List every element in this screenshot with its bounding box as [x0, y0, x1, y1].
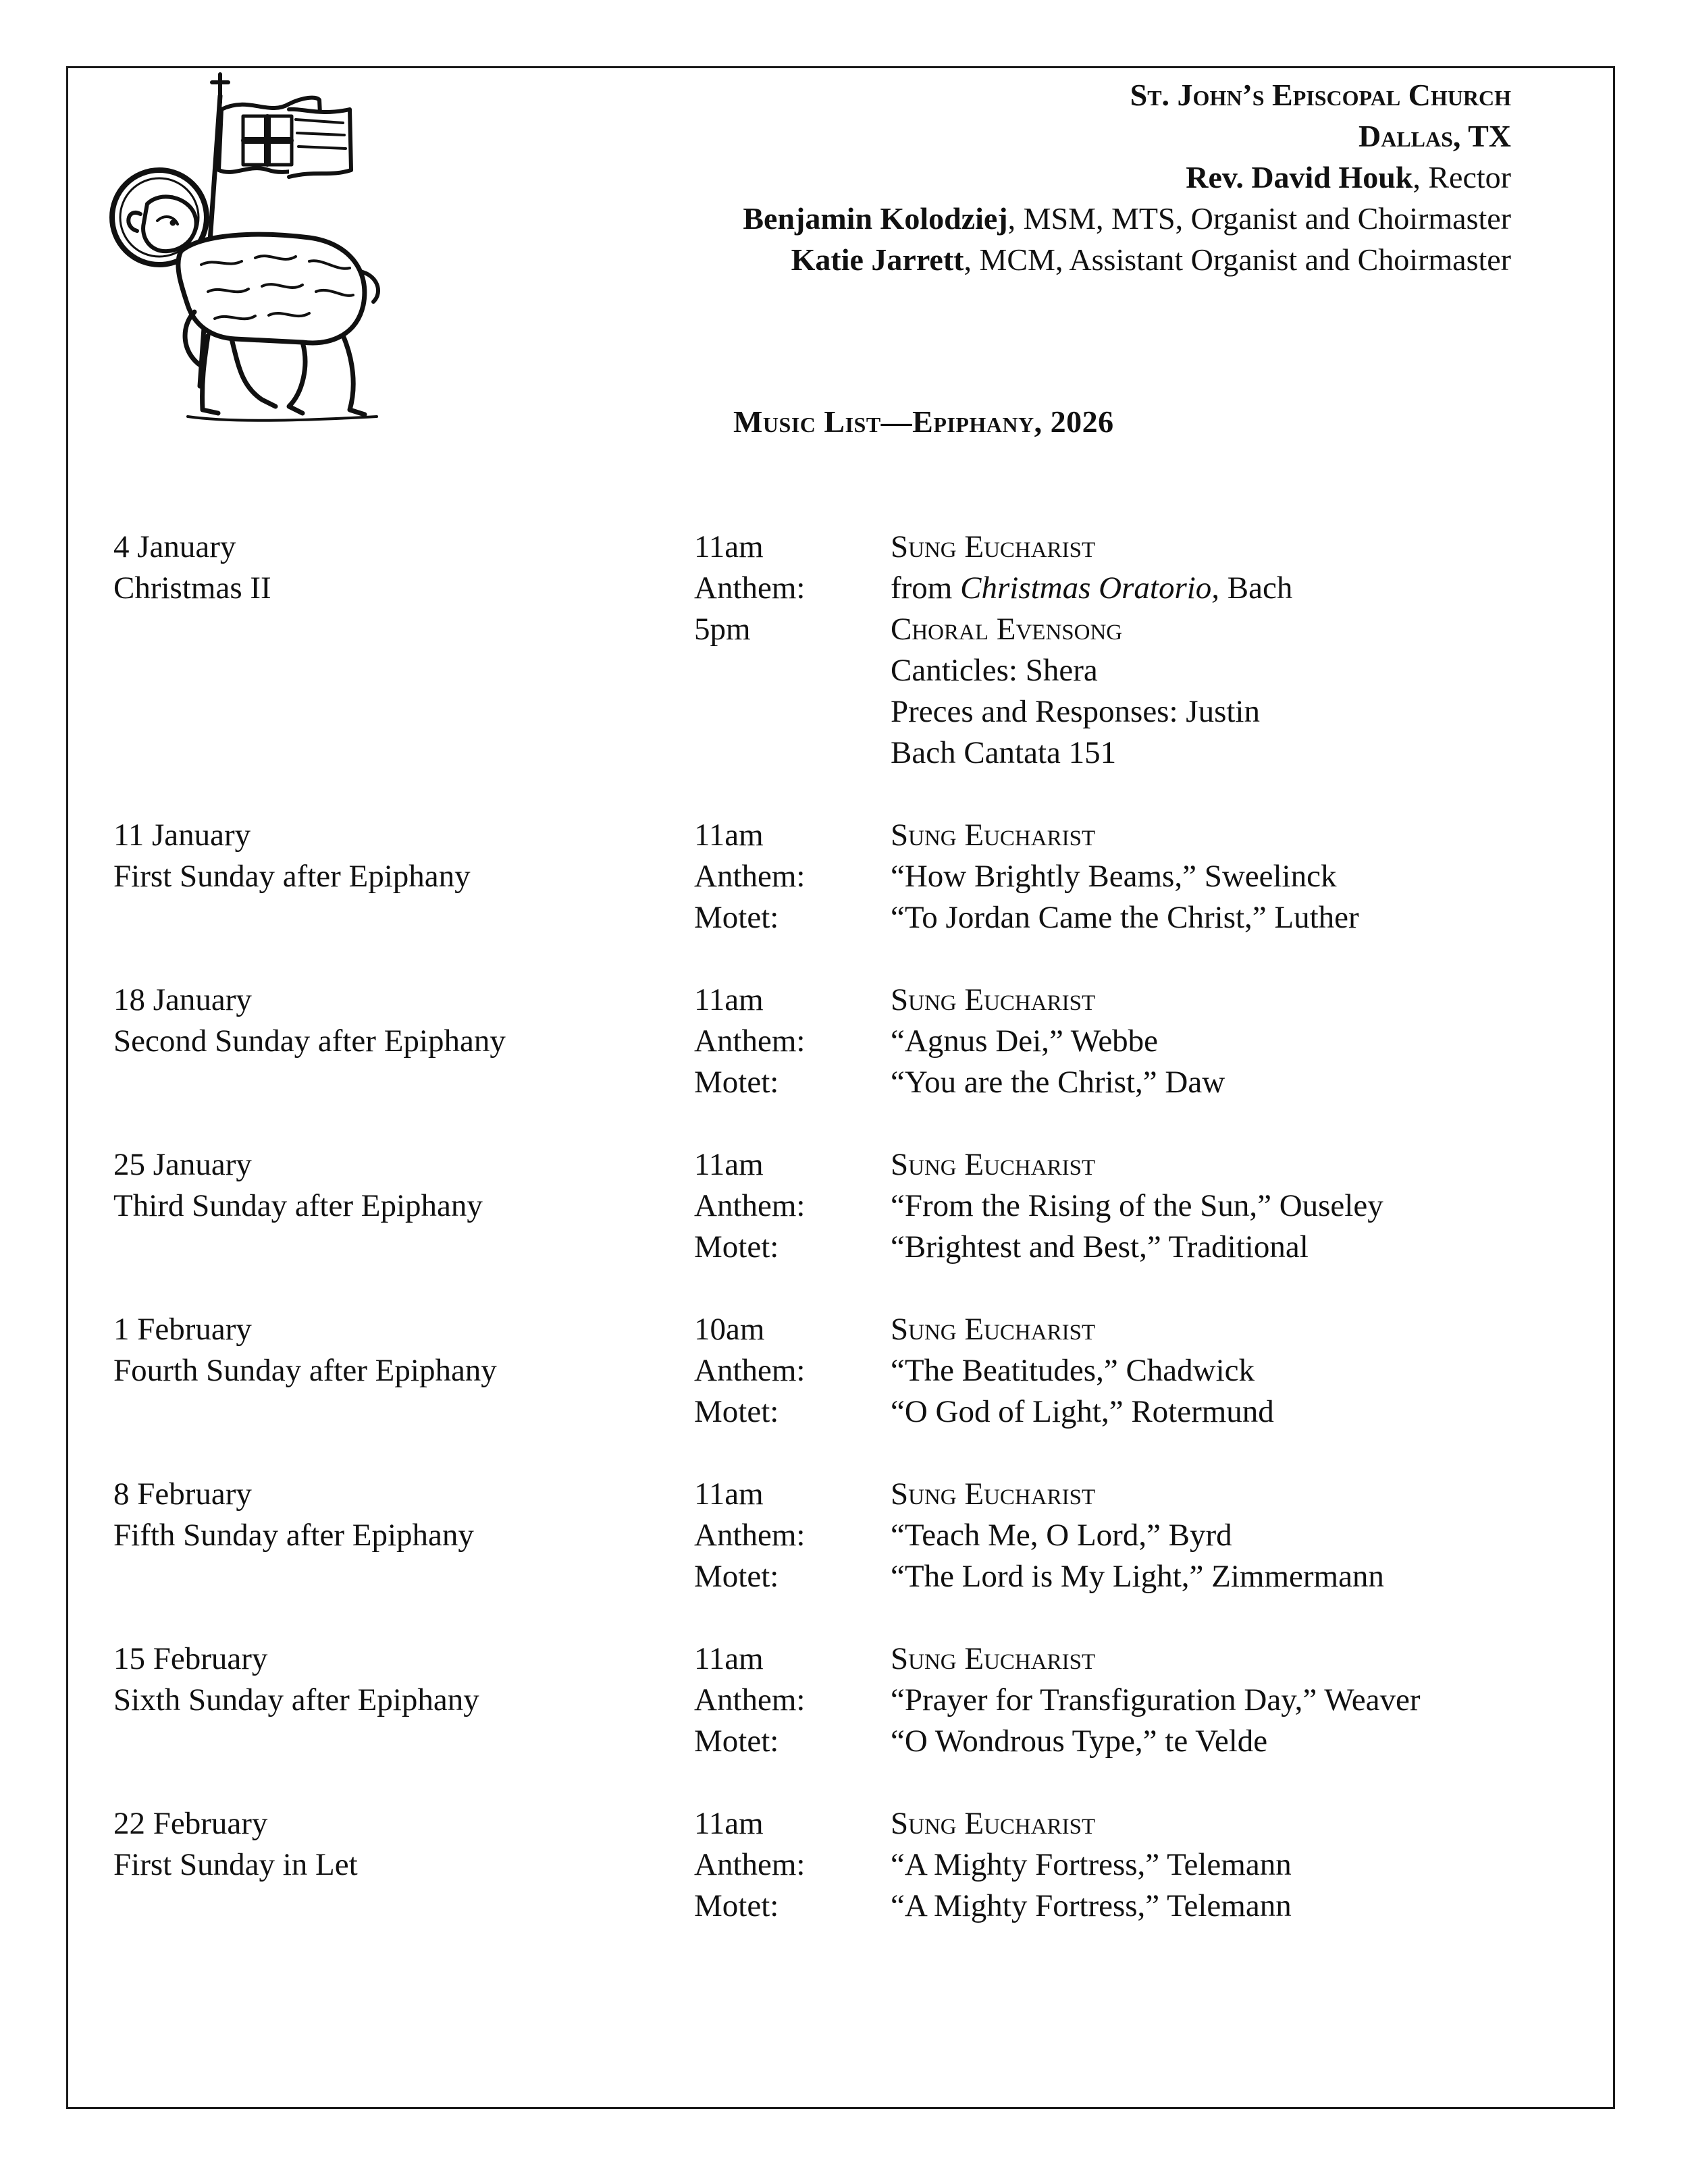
- entry-date: 18 January: [113, 982, 252, 1017]
- preces-text: Preces and Responses: Justin: [891, 694, 1260, 729]
- schedule-entry: [113, 815, 1531, 938]
- service-name: Sung Eucharist: [891, 1806, 1096, 1841]
- entry-date: 8 February: [113, 1476, 252, 1512]
- motet-title: “The Lord is My Light,” Zimmermann: [891, 1559, 1384, 1594]
- church-header: [431, 74, 1511, 280]
- motet-title: “A Mighty Fortress,” Telemann: [891, 1888, 1292, 1923]
- schedule-entry: [113, 1144, 1531, 1268]
- schedule-entry: [113, 1474, 1531, 1597]
- rector-line: [431, 157, 1511, 198]
- motet-label: Motet:: [694, 1229, 779, 1264]
- assistant-name: Katie Jarrett: [791, 242, 964, 277]
- service-time: 11am: [694, 1641, 764, 1676]
- motet-title: “O Wondrous Type,” te Velde: [891, 1724, 1268, 1759]
- anthem-title: “How Brightly Beams,” Sweelinck: [891, 859, 1337, 894]
- schedule-entry: [113, 1803, 1531, 1927]
- service-name: Sung Eucharist: [891, 982, 1096, 1017]
- service-time: 5pm: [694, 612, 751, 647]
- motet-title: “O God of Light,” Rotermund: [891, 1394, 1274, 1429]
- entry-date: 15 February: [113, 1641, 268, 1676]
- service-name: Sung Eucharist: [891, 1147, 1096, 1182]
- entry-occasion: Fifth Sunday after Epiphany: [113, 1518, 474, 1553]
- service-name: Sung Eucharist: [891, 818, 1096, 853]
- service-name: Sung Eucharist: [891, 1641, 1096, 1676]
- anthem-label: Anthem:: [694, 1518, 806, 1553]
- service-time: 10am: [694, 1312, 765, 1347]
- service-name: Sung Eucharist: [891, 529, 1096, 564]
- motet-title: “To Jordan Came the Christ,” Luther: [891, 900, 1359, 935]
- schedule-entry: [113, 1309, 1531, 1433]
- entry-date: 22 February: [113, 1806, 268, 1841]
- entry-date: 25 January: [113, 1147, 252, 1182]
- church-location: Dallas, TX: [1359, 119, 1511, 153]
- anthem-title: “Agnus Dei,” Webbe: [891, 1023, 1159, 1059]
- entry-date: 1 February: [113, 1312, 252, 1347]
- motet-label: Motet:: [694, 1065, 779, 1100]
- service-time: 11am: [694, 982, 764, 1017]
- service-name: Sung Eucharist: [891, 1476, 1096, 1512]
- entry-occasion: First Sunday after Epiphany: [113, 859, 471, 894]
- schedule-entry: [113, 1639, 1531, 1762]
- service-time: 11am: [694, 818, 764, 853]
- anthem-label: Anthem:: [694, 1847, 806, 1882]
- service-time: 11am: [694, 529, 764, 564]
- canticles-text: Canticles: Shera: [891, 653, 1098, 688]
- anthem-title: from Christmas Oratorio, Bach: [891, 570, 1293, 606]
- motet-title: “Brightest and Best,” Traditional: [891, 1229, 1309, 1264]
- service-time: 11am: [694, 1147, 764, 1182]
- anthem-title: “Prayer for Transfiguration Day,” Weaver: [891, 1682, 1421, 1717]
- motet-label: Motet:: [694, 1888, 779, 1923]
- assistant-role: , MCM, Assistant Organist and Choirmaster: [964, 242, 1511, 277]
- cantata-text: Bach Cantata 151: [891, 735, 1117, 770]
- anthem-label: Anthem:: [694, 859, 806, 894]
- anthem-label: Anthem:: [694, 1353, 806, 1388]
- service-time: 11am: [694, 1476, 764, 1512]
- anthem-title: “A Mighty Fortress,” Telemann: [891, 1847, 1292, 1882]
- motet-label: Motet:: [694, 1559, 779, 1594]
- organist-line: [431, 198, 1511, 239]
- anthem-label: Anthem:: [694, 1682, 806, 1717]
- schedule-entry: [113, 980, 1531, 1103]
- organist-name: Benjamin Kolodziej: [743, 201, 1008, 236]
- lamb-of-god-icon: [86, 69, 397, 460]
- church-name: St. John’s Episcopal Church: [1130, 78, 1511, 112]
- entry-occasion: First Sunday in Let: [113, 1847, 358, 1882]
- service-time: 11am: [694, 1806, 764, 1841]
- motet-label: Motet:: [694, 1724, 779, 1759]
- motet-label: Motet:: [694, 900, 779, 935]
- entry-date: 11 January: [113, 818, 251, 853]
- organist-role: , MSM, MTS, Organist and Choirmaster: [1007, 201, 1511, 236]
- assistant-line: [431, 239, 1511, 280]
- motet-label: Motet:: [694, 1394, 779, 1429]
- entry-occasion: Sixth Sunday after Epiphany: [113, 1682, 479, 1717]
- anthem-title: “Teach Me, O Lord,” Byrd: [891, 1518, 1232, 1553]
- entry-occasion: Christmas II: [113, 570, 271, 606]
- anthem-title: “The Beatitudes,” Chadwick: [891, 1353, 1255, 1388]
- anthem-label: Anthem:: [694, 570, 806, 606]
- anthem-label: Anthem:: [694, 1023, 806, 1059]
- anthem-title: “From the Rising of the Sun,” Ouseley: [891, 1188, 1383, 1223]
- rector-name: Rev. David Houk: [1186, 160, 1413, 194]
- service-name: Choral Evensong: [891, 612, 1123, 647]
- anthem-label: Anthem:: [694, 1188, 806, 1223]
- rector-role: , Rector: [1413, 160, 1511, 194]
- schedule-entry: [113, 527, 1531, 774]
- music-schedule: [113, 527, 1531, 1968]
- service-name: Sung Eucharist: [891, 1312, 1096, 1347]
- page-title: Music List—Epiphany, 2026: [733, 404, 1114, 439]
- entry-occasion: Third Sunday after Epiphany: [113, 1188, 483, 1223]
- entry-date: 4 January: [113, 529, 236, 564]
- entry-occasion: Second Sunday after Epiphany: [113, 1023, 506, 1059]
- motet-title: “You are the Christ,” Daw: [891, 1065, 1225, 1100]
- entry-occasion: Fourth Sunday after Epiphany: [113, 1353, 497, 1388]
